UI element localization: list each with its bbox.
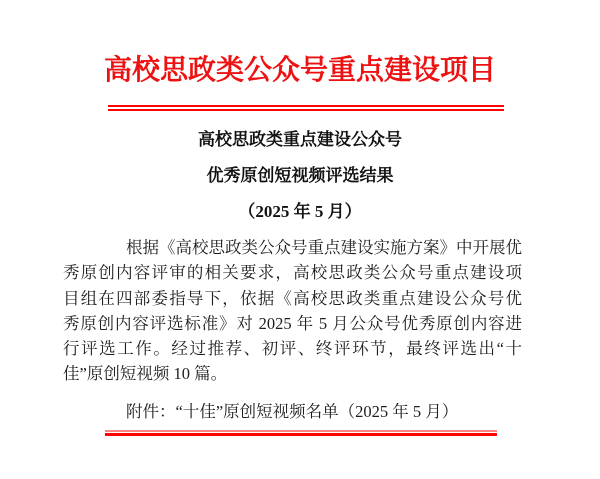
body-line: 目组在四部委指导下，依据《高校思政类重点建设公众号优 xyxy=(63,288,522,308)
title-double-rule xyxy=(108,105,504,111)
body-line: 佳”原创短视频 10 篇。 xyxy=(63,364,228,384)
body-line: 秀原创内容评选标准》对 2025 年 5 月公众号优秀原创内容进 xyxy=(63,313,522,333)
footer-double-rule xyxy=(105,430,497,436)
subtitle-line-2: 优秀原创短视频评选结果 xyxy=(206,166,394,185)
document-title: 高校思政类公众号重点建设项目 xyxy=(103,55,496,86)
subtitle-date-line: （2025 年 5 月） xyxy=(238,202,362,221)
attachment-line: 附件：“十佳”原创短视频名单（2025 年 5 月） xyxy=(126,402,459,421)
body-line: 行评选工作。经过推荐、初评、终评环节，最终评选出“十 xyxy=(63,339,522,359)
body-line: 根据《高校思政类公众号重点建设实施方案》中开展优 xyxy=(126,238,522,257)
subtitle-line-1: 高校思政类重点建设公众号 xyxy=(198,130,402,149)
body-line: 秀原创内容评审的相关要求，高校思政类公众号重点建设项 xyxy=(63,263,522,283)
body-paragraph xyxy=(63,235,522,387)
